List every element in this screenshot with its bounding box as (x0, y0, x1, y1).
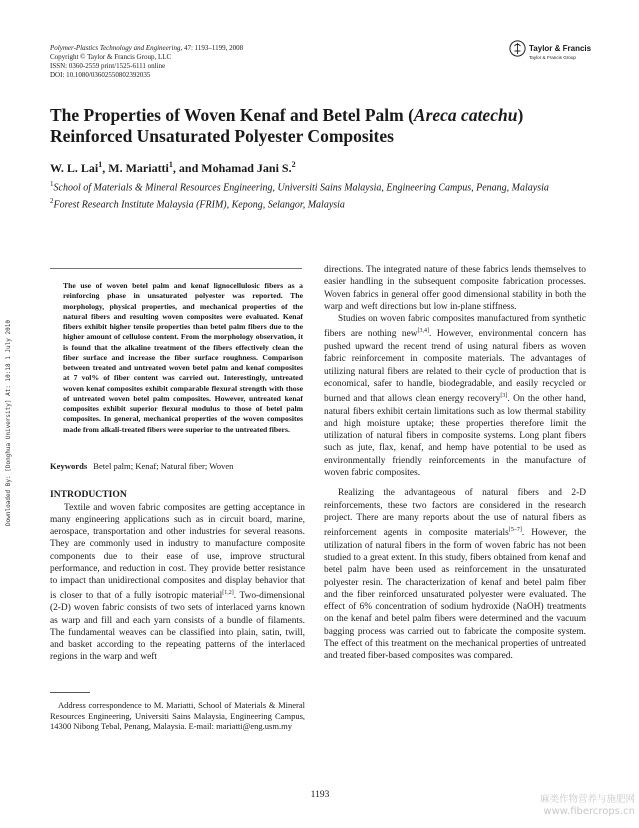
journal-header (50, 44, 243, 80)
title-part2: ) Reinforced Unsaturated Polyester Composites (50, 105, 524, 146)
keywords-text: Betel palm; Kenaf; Natural fiber; Woven (93, 461, 234, 471)
title-part1: The Properties of Woven Kenaf and Betel Palm ( (50, 105, 414, 125)
affiliation-1: $^1$School of Materials & Mineral Resources Engineering, Universiti Sains Malaysia, Engineering Campus, Penang, Malaysia (50, 180, 549, 194)
publisher-name: Taylor & Francis (529, 44, 592, 53)
page-number: 1193 (310, 790, 330, 800)
publisher-subtitle: Taylor & Francis Group (529, 55, 576, 60)
right-column-body (324, 264, 586, 663)
watermark-line1: 麻类作物营养与施肥网 (539, 794, 635, 805)
copyright-line: Copyright © Taylor & Francis Group, LLC (50, 53, 172, 62)
left-column-body (50, 502, 305, 663)
download-stamp: Downloaded By: [Donghua University] At: 10:18 1 July 2010 (5, 320, 12, 526)
keywords-label: Keywords (50, 461, 88, 471)
author-list: W. L. Lai$^1$, M. Mariatti$^1$, and Mohamad Jani S.$^2$ (50, 160, 296, 175)
correspondence-footnote: Address correspondence to M. Mariatti, School of Materials & Mineral Resources Engineering, Universiti Sains Malaysia, Engineering Campus, 14300 Nibong Tebal, Penang, Malaysia. E-mail: mariatti@eng.usm.my (50, 700, 305, 732)
paper-title (50, 105, 590, 147)
publisher-logo (509, 40, 609, 72)
section-heading-introduction: INTRODUCTION (50, 489, 127, 500)
title-italic: Areca catechu (413, 105, 518, 125)
author-name: M. Mariatti (108, 161, 169, 175)
author-affil-sup: 2 (291, 160, 296, 169)
footnote-divider (50, 692, 90, 693)
issn-line: ISSN: 0360-2559 print/1525-6111 online (50, 62, 166, 71)
paragraph: Textile and woven fabric composites are getting acceptance in many engineering applications such as in circuit board, marine, aerospace, transportation and other industries for several reasons. They are commonly used in industry to manufacture composite components due to their ease of use, improve structural performance, and reduction in cost. They provide better resistance to impact than unidirectional composites and display behavior that is closer to that of a fully isotropic material[1,2]. Two-dimensional (2-D) woven fabric consists of two sets of interlaced yarns known as warp and fill and each yarn consists of a bundle of filaments. The fundamental weaves can be classified into plain, satin, twill, and basket according to the repeating patterns of the interlaced regions in the warp and weft (50, 503, 305, 662)
affiliations (50, 178, 590, 212)
citation-ref: [3,4] (417, 328, 430, 335)
author-name: W. L. Lai (50, 161, 99, 175)
author-name: Mohamad Jani S. (201, 161, 292, 175)
abstract-divider (50, 268, 302, 269)
author-affil-sup: 1 (98, 160, 103, 169)
publisher-emblem-icon (509, 40, 526, 57)
paragraph: directions. The integrated nature of these fabrics lends themselves to easier handling in the subsequent composite fabrication processes. Woven fabrics in general offer good dimensional stability in both the warp and weft directions but low in-plane stiffness. (324, 265, 586, 312)
site-watermark (540, 794, 635, 818)
paragraph: Realizing the advantageous of natural fibers and 2-D reinforcements, these two factors are considered in the research project. There are many reports about the use of natural fibers as reinforcement agents in composite materials[5–7]. However, the utilization of natural fibers in the form of woven fabric has not been studied to a great extent. In this study, fibers obtained from kenaf and betel palm have been used as reinforcement in the unsaturated polyester resin. The characterization of kenaf and betel palm fiber and the fiber reinforced unsaturated polyester were evaluated. The effect of 6% concentration of sodium hydroxide (NaOH) treatments on the kenaf and betel palm fibers were determined and the vacuum bagging process was carried out to fabricate the composite system. The effect of this treatment on the mechanical properties of untreated and treated fiber-based composites was compared. (324, 488, 587, 662)
paragraph: Studies on woven fabric composites manufactured from synthetic fibers are nothing new[3,4]. However, environmental concern has pushed upward the recent trend of using natural fibers as woven fabric reinforcement in composite materials. The advantages of utilizing natural fibers are related to their cycle of production that is economical, safer to handle, biodegradable, and easily recycled or burned and that allows clean energy recovery[3]. On the other hand, natural fibers exhibit certain limitations such as low thermal stability and high moisture uptake; these properties therefore limit the utilization of natural fibers in composite systems. Long plant fibers such as jute, flax, kenaf, and hemp have potential to be used as environmentally friendly reinforcements in the manufacture of woven fabric composites. (324, 314, 586, 478)
watermark-line2: www.fibercrops.cn (543, 806, 635, 817)
abstract: The use of woven betel palm and kenaf lignocellulosic fibers as a reinforcing phase in unsaturated polyester was reported. The morphology, physical properties, and mechanical properties of the natural fibers and resulting woven composites were evaluated. Kenaf fibers exhibit higher tensile properties than betel palm fibers due to the higher amount of cellulose content. From the morphology observation, it is found that the alkaline treatment of the fibers effectively clean the fiber surface and increase the fiber surface roughness. Comparison between treated and untreated woven betel palm and kenaf composites at 7 vol% of fiber content was carried out. Interestingly, untreated woven kenaf composites exhibit comparable flexural strength with those of untreated woven betel palm composites. However, untreated kenaf composites exhibit superior flexural modulus to those of betel palm composites. In general, mechanical properties of the woven composites made from alkali-treated fibers were superior to the untreated fibers. (63, 281, 303, 434)
journal-citation (50, 44, 243, 53)
journal-volume: , 47: 1193–1199, 2008 (180, 44, 244, 52)
journal-name: Polymer-Plastics Technology and Engineering (50, 44, 181, 52)
affiliation-2: $^2$Forest Research Institute Malaysia (FRIM), Kepong, Selangor, Malaysia (50, 196, 345, 211)
doi-line: DOI: 10.1080/03602550802392035 (50, 71, 151, 80)
citation-ref: [5–7] (508, 527, 522, 534)
citation-ref: [1,2] (222, 590, 234, 597)
author-affil-sup: 1 (168, 160, 173, 169)
citation-ref: [3] (500, 393, 508, 400)
keywords (50, 461, 305, 472)
